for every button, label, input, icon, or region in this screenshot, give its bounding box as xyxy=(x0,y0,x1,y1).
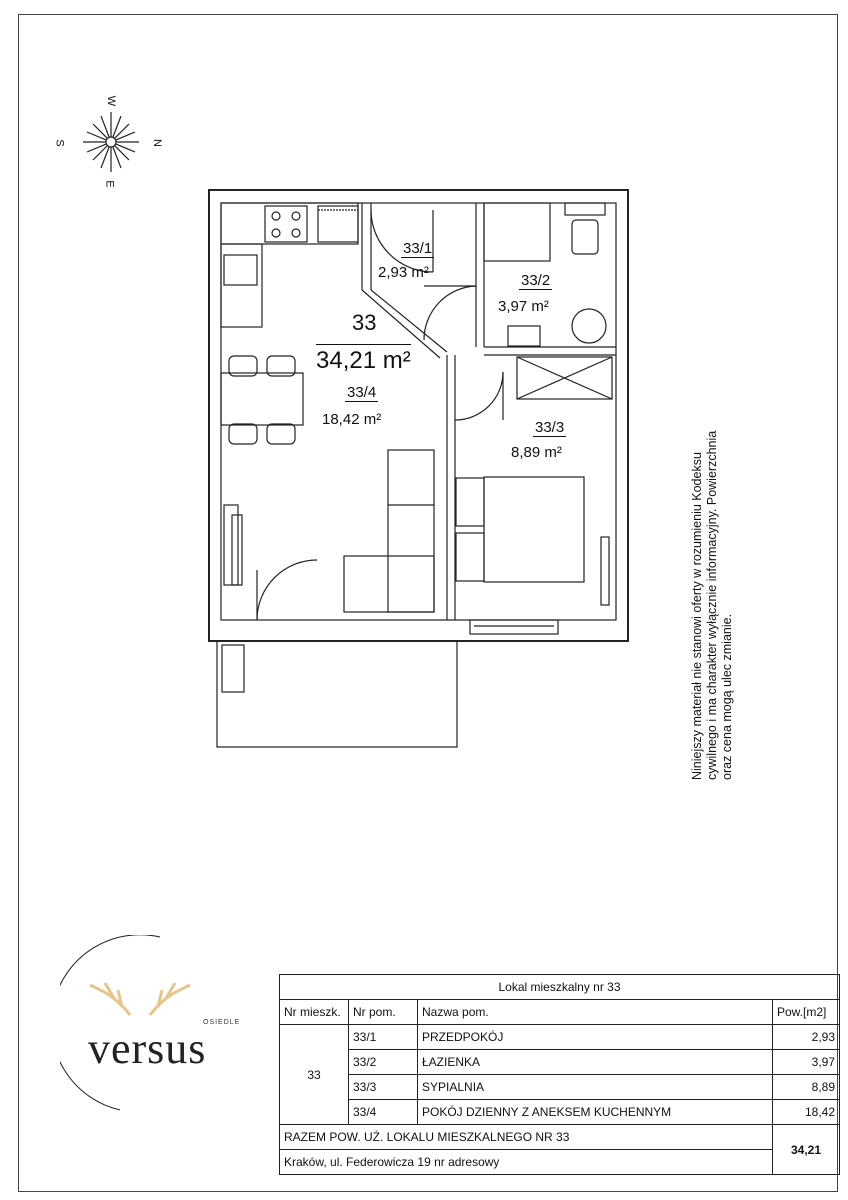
room-33-4-number: 33/4 xyxy=(347,384,377,401)
room-33-3-area: 8,89 m² xyxy=(511,444,562,461)
row-name: PRZEDPOKÓJ xyxy=(418,1025,773,1050)
table-row xyxy=(280,1025,840,1050)
logo-subtitle: OSIEDLE xyxy=(203,1019,241,1026)
balcony xyxy=(217,641,457,747)
row-name: ŁAZIENKA xyxy=(418,1050,773,1075)
compass-label-bottom: E xyxy=(103,180,116,188)
row-area: 3,97 xyxy=(773,1050,840,1075)
row-nr: 33/2 xyxy=(349,1050,418,1075)
compass-label-top: W xyxy=(105,95,118,107)
table-row xyxy=(280,1075,840,1100)
header-pow: Pow.[m2] xyxy=(773,1000,840,1025)
header-nr-pom: Nr pom. xyxy=(349,1000,418,1025)
room-33-2-number: 33/2 xyxy=(521,272,551,289)
table-title: Lokal mieszkalny nr 33 xyxy=(280,975,840,1000)
address: Kraków, ul. Federowicza 19 nr adresowy xyxy=(280,1150,773,1175)
room-33-1-number: 33/1 xyxy=(403,240,433,257)
header-nr-mieszk: Nr mieszk. xyxy=(280,1000,349,1025)
versus-logo xyxy=(60,935,260,1115)
compass-rose-icon xyxy=(83,112,139,172)
unit-number-cell: 33 xyxy=(280,1025,349,1125)
row-name: POKÓJ DZIENNY Z ANEKSEM KUCHENNYM xyxy=(418,1100,773,1125)
table-row xyxy=(280,1100,840,1125)
logo-wordmark: versus xyxy=(88,1024,207,1073)
row-nr: 33/1 xyxy=(349,1025,418,1050)
compass-label-right: N xyxy=(150,139,163,147)
disclaimer-line-1: Niniejszy materiał nie stanowi oferty w rozumieniu Kodeksu xyxy=(690,452,704,780)
row-nr: 33/3 xyxy=(349,1075,418,1100)
unit-info-table xyxy=(279,974,840,1175)
row-nr: 33/4 xyxy=(349,1100,418,1125)
header-nazwa-pom: Nazwa pom. xyxy=(418,1000,773,1025)
compass-label-left: S xyxy=(53,139,66,147)
room-33-3-number: 33/3 xyxy=(535,419,565,436)
row-name: SYPIALNIA xyxy=(418,1075,773,1100)
disclaimer-line-2: cywilnego i ma charakter wyłącznie informacyjny. Powierzchnia xyxy=(705,430,719,780)
row-area: 18,42 xyxy=(773,1100,840,1125)
room-33-4-area: 18,42 m² xyxy=(322,411,382,428)
table-row xyxy=(280,1050,840,1075)
room-33-2-area: 3,97 m² xyxy=(498,298,549,315)
row-area: 2,93 xyxy=(773,1025,840,1050)
row-area: 8,89 xyxy=(773,1075,840,1100)
total-value: 34,21 xyxy=(773,1125,840,1175)
total-label: RAZEM POW. UŻ. LOKALU MIESZKALNEGO NR 33 xyxy=(280,1125,773,1150)
disclaimer-line-3: oraz cena mogą ulec zmianie. xyxy=(720,613,734,780)
room-33-1-area: 2,93 m² xyxy=(378,264,429,281)
unit-area: 34,21 m² xyxy=(316,344,411,375)
disclaimer-note xyxy=(690,360,735,780)
antlers-icon xyxy=(90,983,190,1015)
unit-number: 33 xyxy=(352,310,377,335)
